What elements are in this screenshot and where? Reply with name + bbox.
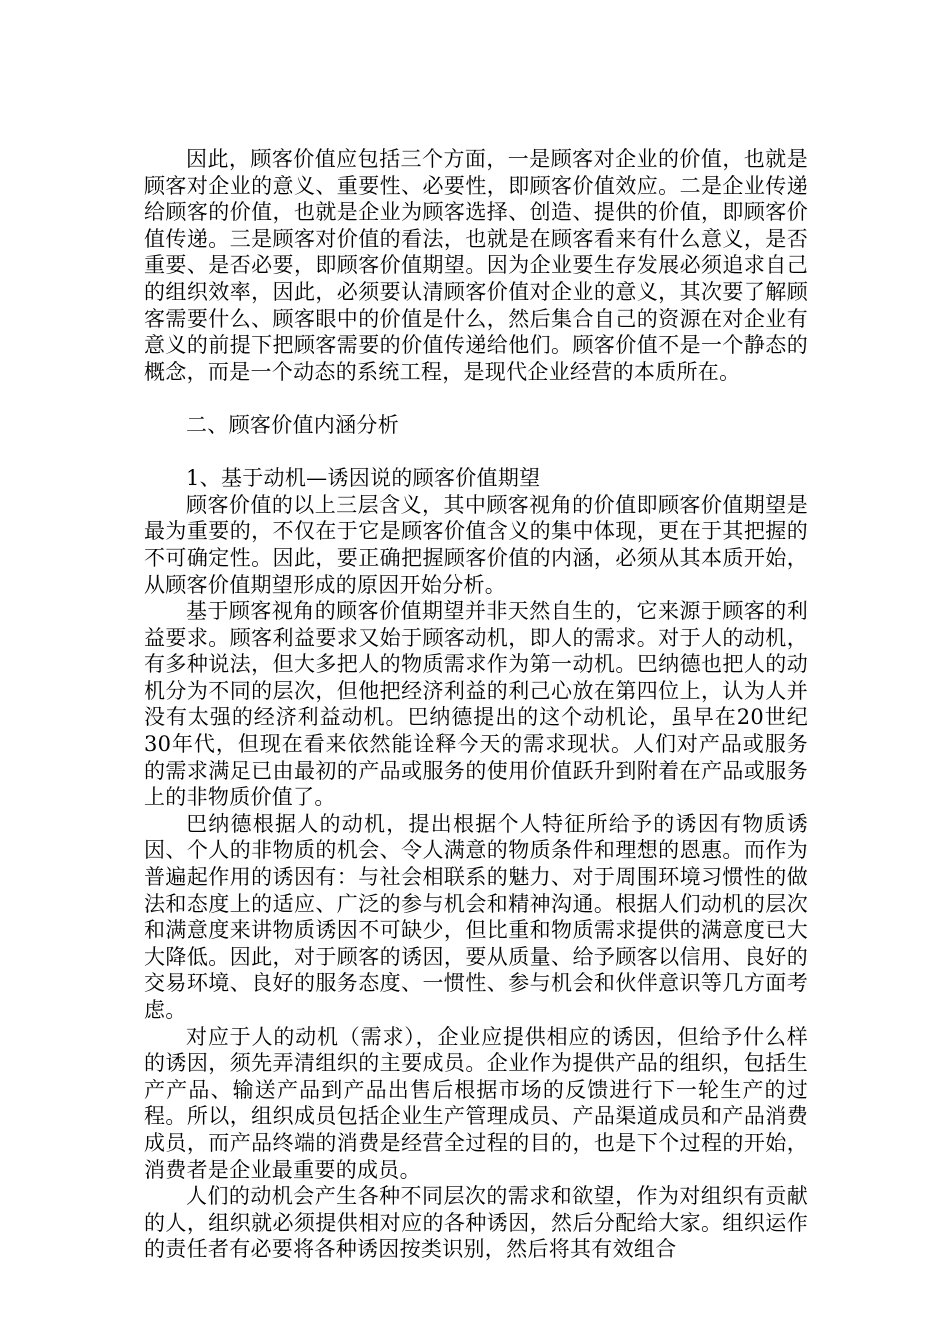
- intro-paragraph: 因此，顾客价值应包括三个方面，一是顾客对企业的价值，也就是顾客对企业的意义、重要性、必要性，即顾客价值效应。二是企业传递给顾客的价值，也就是企业为顾客选择、创造、提供的价值，即顾客价值传递。三是顾客对价值的看法，也就是在顾客看来有什么意义，是否重要、是否必要，即顾客价值期望。因为企业要生存发展必须追求自己的组织效率，因此，必须要认清顾客价值对企业的意义，其次要了解顾客需要什么、顾客眼中的价值是什么，然后集合自己的资源在对企业有意义的前提下把顾客需要的价值传递给他们。顾客价值不是一个静态的概念，而是一个动态的系统工程，是现代企业经营的本质所在。: [144, 147, 808, 384]
- body-paragraph-3: 巴纳德根据人的动机，提出根据个人特征所给予的诱因有物质诱因、个人的非物质的机会、令人满意的物质条件和理想的恩惠。而作为普遍起作用的诱因有：与社会相联系的魅力、对于周围环境习惯性的做法和态度上的适应、广泛的参与机会和精神沟通。根据人们动机的层次和满意度来讲物质诱因不可缺少，但比重和物质需求提供的满意度已大大降低。因此，对于顾客的诱因，要从质量、给予顾客以信用、良好的交易环境、良好的服务态度、一惯性、参与机会和伙伴意识等几方面考虑。: [144, 811, 808, 1022]
- body-paragraph-2: 基于顾客视角的顾客价值期望并非天然自生的，它来源于顾客的利益要求。顾客利益要求又始于顾客动机，即人的需求。对于人的动机，有多种说法，但大多把人的物质需求作为第一动机。巴纳德也把人的动机分为不同的层次，但他把经济利益的利己心放在第四位上，认为人并没有太强的经济利益动机。巴纳德提出的这个动机论，虽早在20世纪30年代，但现在看来依然能诠释今天的需求现状。人们对产品或服务的需求满足已由最初的产品或服务的使用价值跃升到附着在产品或服务上的非物质价值了。: [144, 599, 808, 810]
- paragraph-spacer: [144, 385, 808, 412]
- body-paragraph-1: 顾客价值的以上三层含义，其中顾客视角的价值即顾客价值期望是最为重要的，不仅在于它是顾客价值含义的集中体现，更在于其把握的不可确定性。因此，要正确把握顾客价值的内涵，必须从其本质开始，从顾客价值期望形成的原因开始分析。: [144, 492, 808, 597]
- section-heading: 二、顾客价值内涵分析: [186, 412, 399, 437]
- body-paragraph-5: 人们的动机会产生各种不同层次的需求和欲望，作为对组织有贡献的人，组织就必须提供相对应的各种诱因，然后分配给大家。组织运作的责任者有必要将各种诱因按类识别，然后将其有效组合: [144, 1184, 808, 1262]
- document-page: [144, 146, 808, 1263]
- subsection-heading: 1、基于动机—诱因说的顾客价值期望: [186, 466, 541, 491]
- body-paragraph-4: 对应于人的动机（需求），企业应提供相应的诱因，但给予什么样的诱因，须先弄清组织的主要成员。企业作为提供产品的组织，包括生产产品、输送产品到产品出售后根据市场的反馈进行下一轮生产的过程。所以，组织成员包括企业生产管理成员、产品渠道成员和产品消费成员，而产品终端的消费是经营全过程的目的，也是下个过程的开始，消费者是企业最重要的成员。: [144, 1024, 808, 1182]
- paragraph-spacer: [144, 439, 808, 466]
